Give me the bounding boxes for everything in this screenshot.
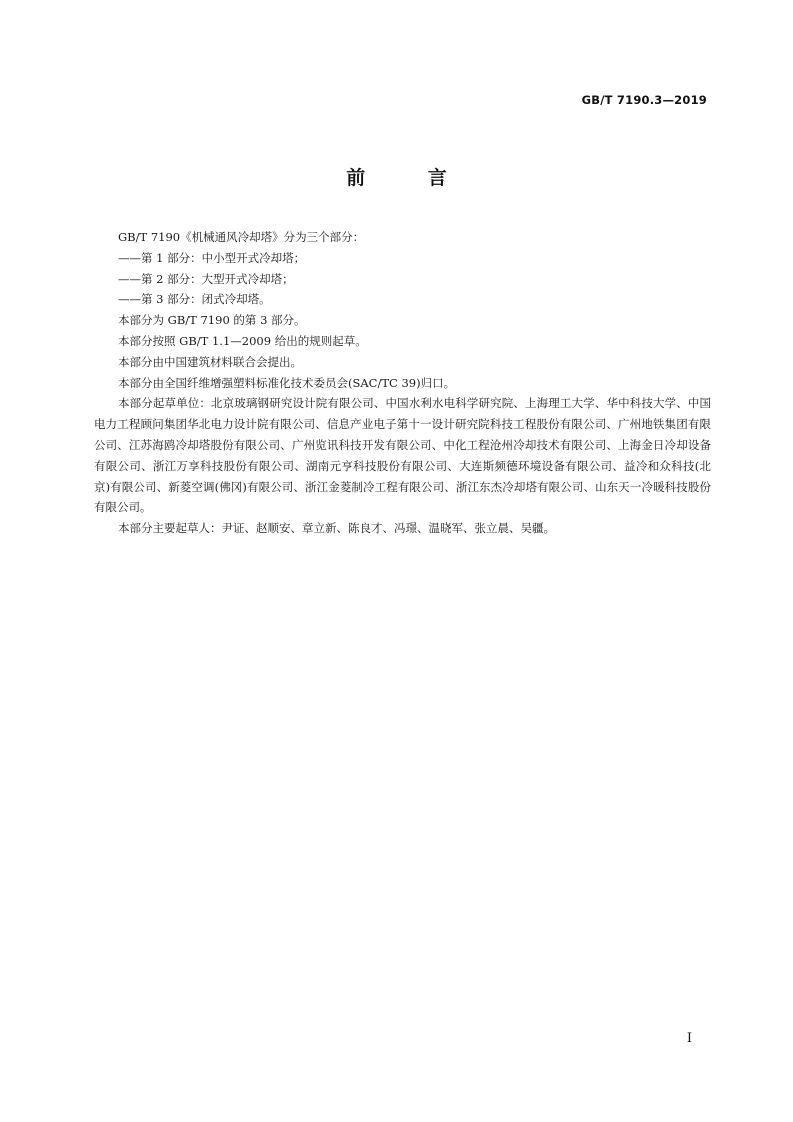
paragraph-drafters: 本部分主要起草人：尹证、赵顺安、章立新、陈良才、冯璟、温晓军、张立晨、吴疆。 bbox=[118, 521, 555, 536]
paragraph-part-scope: 本部分为 GB/T 7190 的第 3 部分。 bbox=[118, 313, 306, 328]
paragraph-drafting-rules: 本部分按照 GB/T 1.1—2009 给出的规则起草。 bbox=[118, 333, 367, 348]
page-number: I bbox=[686, 1031, 692, 1046]
standard-code: GB/T 7190.3—2019 bbox=[581, 93, 707, 107]
paragraph-proposer: 本部分由中国建筑材料联合会提出。 bbox=[118, 354, 302, 369]
list-item-part-2: ——第 2 部分：大型开式冷却塔； bbox=[118, 271, 294, 286]
paragraph-drafting-units: 本部分起草单位：北京玻璃钢研究设计院有限公司、中国水利水电科学研究院、上海理工大学、华中科技大学、中国电力工程顾问集团华北电力设计院有限公司、信息产业电子第十一设计研究院科技工程股份有限公司、广州地铁集团有限公司、江苏海鸥冷却塔股份有限公司、广州览讯科技开发有限公司、中化工程沧州冷却技术有限公司、上海金日冷却设备有限公司、浙江万享科技股份有限公司、湖南元亨科技股份有限公司、大连斯频德环境设备有限公司、益冷和众科技(北京)有限公司、新菱空调(佛冈)有限公司、浙江金菱制冷工程有限公司、浙江东杰冷却塔有限公司、山东天一冷暖科技股份有限公司。 bbox=[94, 396, 711, 515]
page-title: 前 言 bbox=[346, 167, 475, 189]
foreword-body bbox=[94, 227, 711, 539]
paragraph-committee: 本部分由全国纤维增强塑料标准化技术委员会(SAC/TC 39)归口。 bbox=[118, 375, 456, 390]
list-item-part-1: ——第 1 部分：中小型开式冷却塔； bbox=[118, 250, 306, 265]
paragraph-intro: GB/T 7190《机械通风冷却塔》分为三个部分： bbox=[118, 230, 365, 244]
list-item-part-3: ——第 3 部分：闭式冷却塔。 bbox=[118, 292, 271, 307]
